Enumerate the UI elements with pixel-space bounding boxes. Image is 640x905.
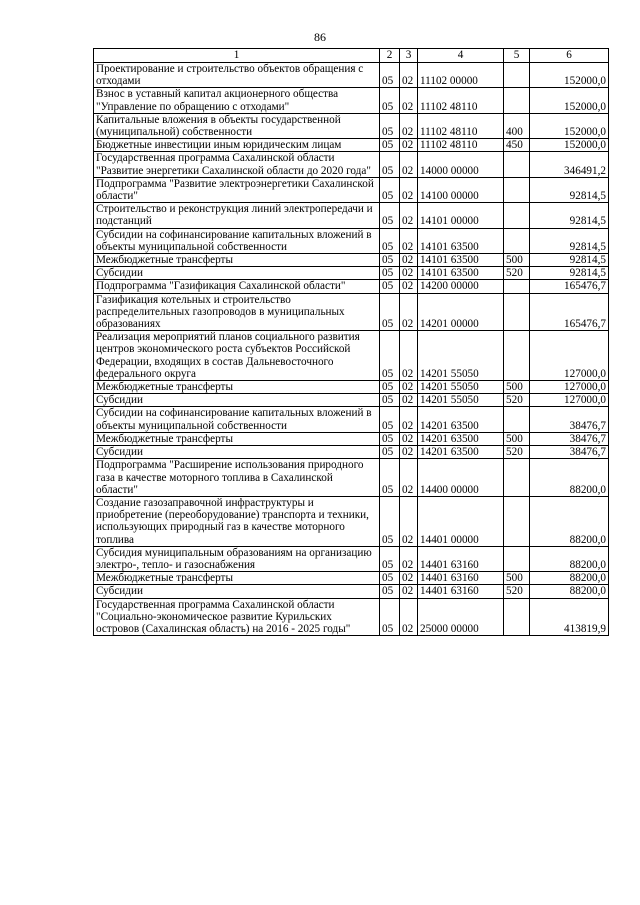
row-amount-cell: 165476,7 — [530, 293, 609, 331]
row-expense-type-cell: 450 — [504, 139, 530, 152]
table-row — [94, 88, 609, 113]
row-amount-cell: 92814,5 — [530, 203, 609, 228]
table-header-row — [94, 49, 609, 63]
row-section-cell: 05 — [380, 228, 400, 253]
row-name-cell: Субсидии на софинансирование капитальных вложений в объекты муниципальной собственности — [94, 407, 380, 432]
row-amount-cell: 38476,7 — [530, 446, 609, 459]
row-name-cell: Субсидии — [94, 267, 380, 280]
row-section-cell: 05 — [380, 280, 400, 293]
row-target-article-cell: 11102 48110 — [418, 113, 504, 138]
row-expense-type-cell: 520 — [504, 394, 530, 407]
row-target-article-cell: 14201 63500 — [418, 432, 504, 445]
table-row — [94, 177, 609, 202]
row-amount-cell: 38476,7 — [530, 407, 609, 432]
row-subsection-cell: 02 — [400, 585, 418, 598]
row-name-cell: Реализация мероприятий планов социального развития центров экономического роста субъектов Российской Федерации, входящих в состав Дальневосточного федерального округа — [94, 331, 380, 381]
row-section-cell: 05 — [380, 254, 400, 267]
row-target-article-cell: 14201 63500 — [418, 446, 504, 459]
row-section-cell: 05 — [380, 63, 400, 88]
row-section-cell: 05 — [380, 572, 400, 585]
row-amount-cell: 92814,5 — [530, 254, 609, 267]
table-row — [94, 152, 609, 177]
row-amount-cell: 92814,5 — [530, 177, 609, 202]
table-row — [94, 585, 609, 598]
table-row — [94, 432, 609, 445]
row-name-cell: Строительство и реконструкция линий электропередачи и подстанций — [94, 203, 380, 228]
row-subsection-cell: 02 — [400, 432, 418, 445]
row-expense-type-cell: 500 — [504, 254, 530, 267]
row-section-cell: 05 — [380, 381, 400, 394]
row-name-cell: Субсидии — [94, 585, 380, 598]
table-row — [94, 394, 609, 407]
row-target-article-cell: 14400 00000 — [418, 459, 504, 497]
row-name-cell: Межбюджетные трансферты — [94, 432, 380, 445]
row-section-cell: 05 — [380, 407, 400, 432]
row-target-article-cell: 14101 63500 — [418, 254, 504, 267]
row-amount-cell: 152000,0 — [530, 63, 609, 88]
table-row — [94, 267, 609, 280]
row-target-article-cell: 11102 48110 — [418, 88, 504, 113]
row-section-cell: 05 — [380, 113, 400, 138]
row-subsection-cell: 02 — [400, 139, 418, 152]
row-expense-type-cell: 500 — [504, 432, 530, 445]
row-expense-type-cell — [504, 152, 530, 177]
table-row — [94, 446, 609, 459]
row-name-cell: Государственная программа Сахалинской области "Социально-экономическое развитие Курильских островов (Сахалинская область) на 2016 - 2025 годы" — [94, 598, 380, 636]
row-name-cell: Субсидии — [94, 394, 380, 407]
row-name-cell: Межбюджетные трансферты — [94, 572, 380, 585]
row-subsection-cell: 02 — [400, 496, 418, 546]
table-row — [94, 228, 609, 253]
row-amount-cell: 346491,2 — [530, 152, 609, 177]
row-target-article-cell: 14201 55050 — [418, 331, 504, 381]
row-name-cell: Капитальные вложения в объекты государственной (муниципальной) собственности — [94, 113, 380, 138]
row-target-article-cell: 14100 00000 — [418, 177, 504, 202]
row-section-cell: 05 — [380, 139, 400, 152]
column-header-target-article: 4 — [418, 49, 504, 63]
row-section-cell: 05 — [380, 331, 400, 381]
page-number: 86 — [314, 30, 326, 44]
table-row — [94, 459, 609, 497]
row-subsection-cell: 02 — [400, 152, 418, 177]
row-name-cell: Подпрограмма "Газификация Сахалинской области" — [94, 280, 380, 293]
column-header-amount: 6 — [530, 49, 609, 63]
row-expense-type-cell — [504, 407, 530, 432]
table-row — [94, 572, 609, 585]
row-amount-cell: 88200,0 — [530, 546, 609, 571]
row-name-cell: Субсидии на софинансирование капитальных вложений в объекты муниципальной собственности — [94, 228, 380, 253]
row-target-article-cell: 14200 00000 — [418, 280, 504, 293]
row-expense-type-cell — [504, 331, 530, 381]
row-amount-cell: 127000,0 — [530, 331, 609, 381]
row-target-article-cell: 14000 00000 — [418, 152, 504, 177]
row-subsection-cell: 02 — [400, 407, 418, 432]
row-target-article-cell: 25000 00000 — [418, 598, 504, 636]
row-section-cell: 05 — [380, 446, 400, 459]
row-expense-type-cell — [504, 63, 530, 88]
row-expense-type-cell — [504, 459, 530, 497]
row-target-article-cell: 14201 63500 — [418, 407, 504, 432]
row-section-cell: 05 — [380, 394, 400, 407]
row-section-cell: 05 — [380, 432, 400, 445]
row-target-article-cell: 14401 63160 — [418, 546, 504, 571]
row-section-cell: 05 — [380, 598, 400, 636]
row-amount-cell: 88200,0 — [530, 459, 609, 497]
row-subsection-cell: 02 — [400, 331, 418, 381]
row-expense-type-cell — [504, 203, 530, 228]
row-amount-cell: 92814,5 — [530, 267, 609, 280]
row-section-cell: 05 — [380, 177, 400, 202]
row-target-article-cell: 14401 63160 — [418, 572, 504, 585]
row-target-article-cell: 14401 63160 — [418, 585, 504, 598]
row-name-cell: Субсидия муниципальным образованиям на организацию электро-, тепло- и газоснабжения — [94, 546, 380, 571]
row-expense-type-cell — [504, 293, 530, 331]
row-subsection-cell: 02 — [400, 381, 418, 394]
row-expense-type-cell — [504, 177, 530, 202]
row-amount-cell: 88200,0 — [530, 585, 609, 598]
table-row — [94, 139, 609, 152]
column-header-expense-type: 5 — [504, 49, 530, 63]
row-subsection-cell: 02 — [400, 572, 418, 585]
row-target-article-cell: 14201 55050 — [418, 381, 504, 394]
row-target-article-cell: 14401 00000 — [418, 496, 504, 546]
row-target-article-cell: 14201 55050 — [418, 394, 504, 407]
row-section-cell: 05 — [380, 585, 400, 598]
table-row — [94, 63, 609, 88]
row-target-article-cell: 11102 48110 — [418, 139, 504, 152]
table-row — [94, 331, 609, 381]
row-amount-cell: 413819,9 — [530, 598, 609, 636]
row-amount-cell: 88200,0 — [530, 572, 609, 585]
table-row — [94, 546, 609, 571]
row-amount-cell: 38476,7 — [530, 432, 609, 445]
row-subsection-cell: 02 — [400, 63, 418, 88]
row-amount-cell: 152000,0 — [530, 139, 609, 152]
row-subsection-cell: 02 — [400, 88, 418, 113]
row-amount-cell: 152000,0 — [530, 88, 609, 113]
row-expense-type-cell: 520 — [504, 585, 530, 598]
row-name-cell: Подпрограмма "Расширение использования природного газа в качестве моторного топлива в Сахалинской области" — [94, 459, 380, 497]
row-section-cell: 05 — [380, 459, 400, 497]
row-expense-type-cell: 400 — [504, 113, 530, 138]
row-subsection-cell: 02 — [400, 598, 418, 636]
row-expense-type-cell — [504, 88, 530, 113]
row-section-cell: 05 — [380, 293, 400, 331]
row-subsection-cell: 02 — [400, 228, 418, 253]
column-header-name: 1 — [94, 49, 380, 63]
row-expense-type-cell: 500 — [504, 572, 530, 585]
row-section-cell: 05 — [380, 152, 400, 177]
row-subsection-cell: 02 — [400, 280, 418, 293]
row-expense-type-cell — [504, 280, 530, 293]
row-expense-type-cell: 520 — [504, 267, 530, 280]
row-name-cell: Создание газозаправочной инфраструктуры и приобретение (переоборудование) транспорта и техники, использующих природный газ в качестве моторного топлива — [94, 496, 380, 546]
row-name-cell: Взнос в уставный капитал акционерного общества "Управление по обращению с отходами" — [94, 88, 380, 113]
table-row — [94, 280, 609, 293]
row-name-cell: Субсидии — [94, 446, 380, 459]
row-name-cell: Газификация котельных и строительство распределительных газопроводов в муниципальных образованиях — [94, 293, 380, 331]
table-row — [94, 381, 609, 394]
row-name-cell: Бюджетные инвестиции иным юридическим лицам — [94, 139, 380, 152]
row-subsection-cell: 02 — [400, 394, 418, 407]
row-target-article-cell: 14101 63500 — [418, 267, 504, 280]
row-section-cell: 05 — [380, 267, 400, 280]
row-expense-type-cell: 520 — [504, 446, 530, 459]
table-row — [94, 598, 609, 636]
row-target-article-cell: 14101 63500 — [418, 228, 504, 253]
row-expense-type-cell — [504, 598, 530, 636]
row-name-cell: Межбюджетные трансферты — [94, 381, 380, 394]
row-target-article-cell: 14201 00000 — [418, 293, 504, 331]
budget-table — [93, 48, 609, 636]
row-subsection-cell: 02 — [400, 446, 418, 459]
row-subsection-cell: 02 — [400, 203, 418, 228]
row-name-cell: Проектирование и строительство объектов обращения с отходами — [94, 63, 380, 88]
row-target-article-cell: 14101 00000 — [418, 203, 504, 228]
table-row — [94, 293, 609, 331]
row-target-article-cell: 11102 00000 — [418, 63, 504, 88]
row-amount-cell: 152000,0 — [530, 113, 609, 138]
row-amount-cell: 165476,7 — [530, 280, 609, 293]
row-amount-cell: 92814,5 — [530, 228, 609, 253]
table-row — [94, 203, 609, 228]
row-name-cell: Государственная программа Сахалинской области "Развитие энергетики Сахалинской области до 2020 года" — [94, 152, 380, 177]
row-section-cell: 05 — [380, 203, 400, 228]
row-subsection-cell: 02 — [400, 254, 418, 267]
table-row — [94, 113, 609, 138]
row-subsection-cell: 02 — [400, 113, 418, 138]
row-section-cell: 05 — [380, 88, 400, 113]
row-expense-type-cell — [504, 496, 530, 546]
column-header-subsection: 3 — [400, 49, 418, 63]
row-expense-type-cell: 500 — [504, 381, 530, 394]
row-subsection-cell: 02 — [400, 293, 418, 331]
row-section-cell: 05 — [380, 546, 400, 571]
row-expense-type-cell — [504, 228, 530, 253]
row-subsection-cell: 02 — [400, 546, 418, 571]
row-amount-cell: 127000,0 — [530, 394, 609, 407]
row-expense-type-cell — [504, 546, 530, 571]
row-name-cell: Подпрограмма "Развитие электроэнергетики Сахалинской области" — [94, 177, 380, 202]
row-name-cell: Межбюджетные трансферты — [94, 254, 380, 267]
row-subsection-cell: 02 — [400, 177, 418, 202]
row-amount-cell: 88200,0 — [530, 496, 609, 546]
table-row — [94, 496, 609, 546]
row-subsection-cell: 02 — [400, 459, 418, 497]
row-subsection-cell: 02 — [400, 267, 418, 280]
table-row — [94, 254, 609, 267]
column-header-section: 2 — [380, 49, 400, 63]
row-amount-cell: 127000,0 — [530, 381, 609, 394]
table-row — [94, 407, 609, 432]
row-section-cell: 05 — [380, 496, 400, 546]
